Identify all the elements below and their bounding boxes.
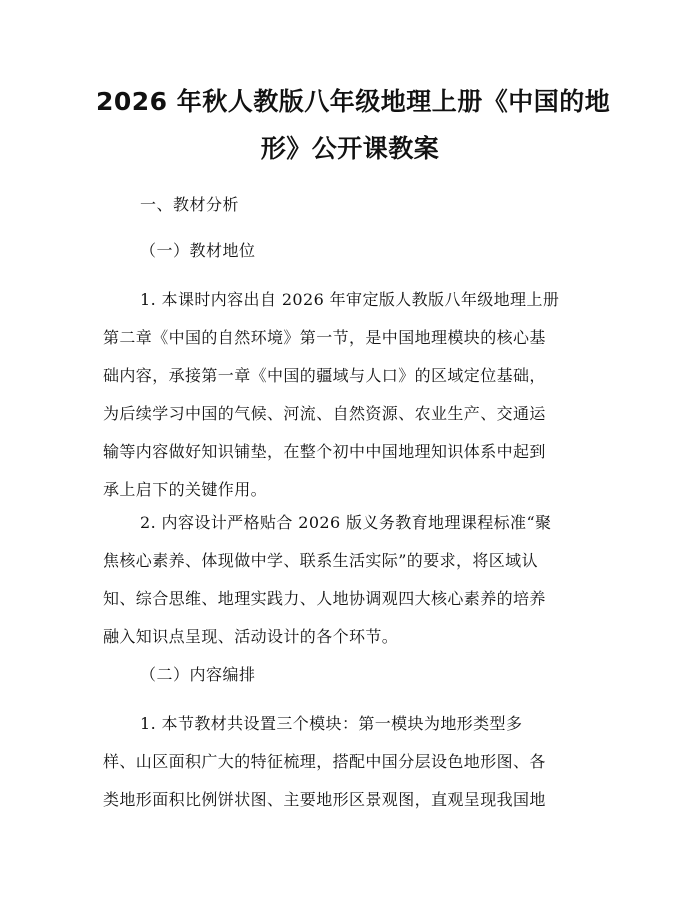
subsection-heading-textbook-position: （一）教材地位 [140,241,256,260]
paragraph-line: 融入知识点呈现、活动设计的各个环节。 [103,627,399,646]
paragraph-2 [103,513,599,665]
paragraph-3 [103,714,599,828]
paragraph-1 [103,290,599,518]
paragraph-line: 输等内容做好知识铺垫，在整个初中中国地理知识体系中起到 [103,442,546,461]
paragraph-line: 承上启下的关键作用。 [103,480,268,499]
paragraph-line: 2. 内容设计严格贴合 2026 版义务教育地理课程标准“聚 [140,513,552,532]
paragraph-line: 第二章《中国的自然环境》第一节，是中国地理模块的核心基 [103,328,546,347]
paragraph-line: 类地形面积比例饼状图、主要地形区景观图，直观呈现我国地 [103,790,546,809]
subsection-heading-content-arrangement: （二）内容编排 [140,665,256,684]
paragraph-line: 焦核心素养、体现做中学、联系生活实际”的要求，将区域认 [103,551,538,570]
paragraph-line: 础内容，承接第一章《中国的疆域与人口》的区域定位基础， [103,366,546,385]
document-title-line-1: 2026 年秋人教版八年级地理上册《中国的地 [96,87,611,116]
document-title-line-2: 形》公开课教案 [260,134,440,163]
section-heading-textbook-analysis: 一、教材分析 [140,195,240,214]
paragraph-line: 样、山区面积广大的特征梳理，搭配中国分层设色地形图、各 [103,752,546,771]
paragraph-line: 1. 本课时内容出自 2026 年审定版人教版八年级地理上册 [140,290,560,309]
paragraph-line: 知、综合思维、地理实践力、人地协调观四大核心素养的培养 [103,589,546,608]
paragraph-line: 为后续学习中国的气候、河流、自然资源、农业生产、交通运 [103,404,546,423]
paragraph-line: 1. 本节教材共设置三个模块：第一模块为地形类型多 [140,714,523,733]
